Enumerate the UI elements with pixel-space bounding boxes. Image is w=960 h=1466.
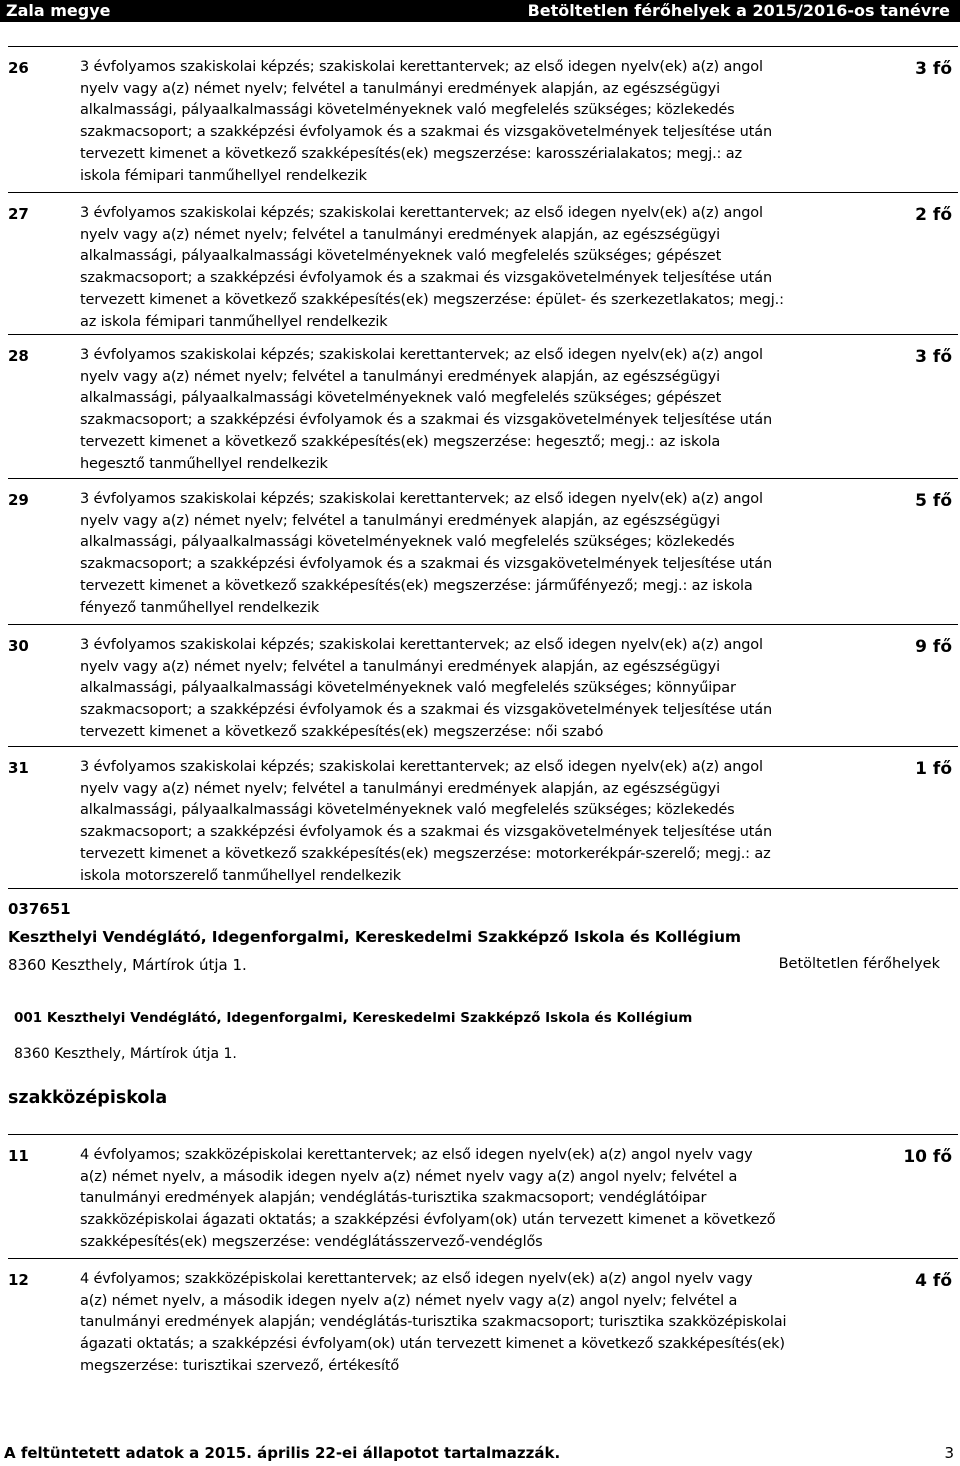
report-title: Betöltetlen férőhelyek a 2015/2016-os tanévre xyxy=(527,1,950,20)
school-address: 8360 Keszthely, Mártírok útja 1. xyxy=(14,1046,237,1062)
description-line: fényező tanműhellyel rendelkezik xyxy=(80,599,320,616)
description-line: tervezett kimenet a következő szakképesítés(ek) megszerzése: hegesztő; megj.: az iskola xyxy=(80,433,721,450)
page-number: 3 xyxy=(944,1444,954,1462)
institution-name: Keszthelyi Vendéglátó, Idegenforgalmi, Kereskedelmi Szakképző Iskola és Kollégium xyxy=(8,928,741,946)
description-line: tanulmányi eredmények alapján; vendéglátás-turisztika szakmacsoport; vendéglátóipar xyxy=(80,1190,707,1207)
list-item xyxy=(8,192,958,330)
description-line: megszerzése: turisztikai szervező, értékesítő xyxy=(80,1357,400,1374)
entry-count: 5 fő xyxy=(915,491,952,511)
entry-count: 4 fő xyxy=(915,1271,952,1291)
entry-description xyxy=(80,1269,820,1378)
list-item xyxy=(8,624,958,740)
page-header xyxy=(0,0,960,22)
entry-description xyxy=(80,489,820,619)
school-name: 001 Keszthelyi Vendéglátó, Idegenforgalmi, Kereskedelmi Szakképző Iskola és Kollégium xyxy=(14,1010,693,1026)
description-line: szakképesítés(ek) megszerzése: vendéglátásszervező-vendéglős xyxy=(80,1233,543,1250)
description-line: tervezett kimenet a következő szakképesítés(ek) megszerzése: járműfényező; megj.: az iskola xyxy=(80,577,753,594)
institution-status: Betöltetlen férőhelyek xyxy=(778,956,940,972)
list-item xyxy=(8,1258,958,1374)
description-line: nyelv vagy a(z) német nyelv; felvétel a tanulmányi eredmények alapján, az egészségügyi xyxy=(80,512,720,529)
list-item xyxy=(8,1134,958,1250)
entry-number: 29 xyxy=(8,491,29,509)
entry-count: 1 fő xyxy=(915,759,952,779)
entry-description xyxy=(80,635,820,744)
description-line: 4 évfolyamos; szakközépiskolai kerettantervek; az első idegen nyelv(ek) a(z) angol nyelv vagy xyxy=(80,1147,753,1163)
school-level: szakközépiskola xyxy=(8,1088,168,1108)
description-line: nyelv vagy a(z) német nyelv; felvétel a tanulmányi eredmények alapján, az egészségügyi xyxy=(80,658,720,675)
description-line: alkalmassági, pályaalkalmassági követelményeknek való megfelelés szükséges; könnyűipar xyxy=(80,680,736,697)
list-item xyxy=(8,46,958,184)
entry-description xyxy=(80,203,820,333)
description-line: szakmacsoport; a szakképzési évfolyamok és a szakmai és vizsgakövetelmények teljesítése után xyxy=(80,412,772,429)
description-line: alkalmassági, pályaalkalmassági követelményeknek való megfelelés szükséges; közlekedés xyxy=(80,102,735,119)
description-line: alkalmassági, pályaalkalmassági követelményeknek való megfelelés szükséges; gépészet xyxy=(80,390,722,407)
description-line: az iskola fémipari tanműhellyel rendelkezik xyxy=(80,313,388,330)
entry-count: 10 fő xyxy=(903,1147,952,1167)
description-line: 4 évfolyamos; szakközépiskolai kerettantervek; az első idegen nyelv(ek) a(z) angol nyelv vagy xyxy=(80,1271,753,1287)
description-line: ágazati oktatás; a szakképzési évfolyam(ok) után tervezett kimenet a következő szakképesítés(ek) xyxy=(80,1336,785,1353)
description-line: tervezett kimenet a következő szakképesítés(ek) megszerzése: női szabó xyxy=(80,723,604,740)
entry-description xyxy=(80,57,820,187)
entry-number: 30 xyxy=(8,637,29,655)
entry-count: 3 fő xyxy=(915,59,952,79)
entry-description xyxy=(80,345,820,475)
footer-note: A feltüntetett adatok a 2015. április 22-ei állapotot tartalmazzák. xyxy=(4,1444,561,1462)
description-line: 3 évfolyamos szakiskolai képzés; szakiskolai kerettantervek; az első idegen nyelv(ek) a(z) angol xyxy=(80,759,763,775)
description-line: nyelv vagy a(z) német nyelv; felvétel a tanulmányi eredmények alapján, az egészségügyi xyxy=(80,80,720,97)
description-line: nyelv vagy a(z) német nyelv; felvétel a tanulmányi eredmények alapján, az egészségügyi xyxy=(80,780,720,797)
description-line: szakmacsoport; a szakképzési évfolyamok és a szakmai és vizsgakövetelmények teljesítése után xyxy=(80,124,772,141)
description-line: szakmacsoport; a szakképzési évfolyamok és a szakmai és vizsgakövetelmények teljesítése után xyxy=(80,702,772,719)
description-line: tervezett kimenet a következő szakképesítés(ek) megszerzése: motorkerékpár-szerelő; megj.: az xyxy=(80,845,771,862)
list-item xyxy=(8,746,958,884)
description-line: a(z) német nyelv, a második idegen nyelv a(z) német nyelv vagy a(z) angol nyelv; felvétel a xyxy=(80,1168,738,1185)
description-line: tanulmányi eredmények alapján; vendéglátás-turisztika szakmacsoport; turisztika szakközépiskolai xyxy=(80,1314,787,1331)
description-line: nyelv vagy a(z) német nyelv; felvétel a tanulmányi eredmények alapján, az egészségügyi xyxy=(80,368,720,385)
description-line: 3 évfolyamos szakiskolai képzés; szakiskolai kerettantervek; az első idegen nyelv(ek) a(z) angol xyxy=(80,347,763,363)
entry-description xyxy=(80,757,820,887)
description-line: szakmacsoport; a szakképzési évfolyamok és a szakmai és vizsgakövetelmények teljesítése után xyxy=(80,556,772,573)
description-line: 3 évfolyamos szakiskolai képzés; szakiskolai kerettantervek; az első idegen nyelv(ek) a(z) angol xyxy=(80,491,763,507)
description-line: szakközépiskolai ágazati oktatás; a szakképzési évfolyam(ok) után tervezett kimenet a következő xyxy=(80,1212,776,1229)
entry-count: 2 fő xyxy=(915,205,952,225)
section-divider xyxy=(8,888,958,889)
county-title: Zala megye xyxy=(6,1,111,20)
description-line: alkalmassági, pályaalkalmassági követelményeknek való megfelelés szükséges; közlekedés xyxy=(80,802,735,819)
description-line: a(z) német nyelv, a második idegen nyelv a(z) német nyelv vagy a(z) angol nyelv; felvétel a xyxy=(80,1292,738,1309)
entry-number: 27 xyxy=(8,205,29,223)
institution-code: 037651 xyxy=(8,900,71,918)
entry-number: 11 xyxy=(8,1147,29,1165)
description-line: iskola motorszerelő tanműhellyel rendelkezik xyxy=(80,867,402,884)
description-line: tervezett kimenet a következő szakképesítés(ek) megszerzése: karosszérialakatos; megj.: az xyxy=(80,145,742,162)
description-line: szakmacsoport; a szakképzési évfolyamok és a szakmai és vizsgakövetelmények teljesítése után xyxy=(80,270,772,287)
list-item xyxy=(8,478,958,616)
entry-count: 3 fő xyxy=(915,347,952,367)
description-line: nyelv vagy a(z) német nyelv; felvétel a tanulmányi eredmények alapján, az egészségügyi xyxy=(80,226,720,243)
list-item xyxy=(8,334,958,472)
entry-number: 12 xyxy=(8,1271,29,1289)
description-line: szakmacsoport; a szakképzési évfolyamok és a szakmai és vizsgakövetelmények teljesítése után xyxy=(80,824,772,841)
description-line: 3 évfolyamos szakiskolai képzés; szakiskolai kerettantervek; az első idegen nyelv(ek) a(z) angol xyxy=(80,205,763,221)
description-line: alkalmassági, pályaalkalmassági követelményeknek való megfelelés szükséges; közlekedés xyxy=(80,534,735,551)
description-line: hegesztő tanműhellyel rendelkezik xyxy=(80,455,328,472)
description-line: iskola fémipari tanműhellyel rendelkezik xyxy=(80,167,367,184)
description-line: tervezett kimenet a következő szakképesítés(ek) megszerzése: épület- és szerkezetlakatos; megj.: xyxy=(80,291,784,308)
entry-number: 31 xyxy=(8,759,29,777)
entry-number: 28 xyxy=(8,347,29,365)
description-line: alkalmassági, pályaalkalmassági követelményeknek való megfelelés szükséges; gépészet xyxy=(80,248,722,265)
entry-number: 26 xyxy=(8,59,29,77)
entry-count: 9 fő xyxy=(915,637,952,657)
description-line: 3 évfolyamos szakiskolai képzés; szakiskolai kerettantervek; az első idegen nyelv(ek) a(z) angol xyxy=(80,637,763,653)
institution-address: 8360 Keszthely, Mártírok útja 1. xyxy=(8,956,247,974)
entry-description xyxy=(80,1145,820,1254)
description-line: 3 évfolyamos szakiskolai képzés; szakiskolai kerettantervek; az első idegen nyelv(ek) a(z) angol xyxy=(80,59,763,75)
